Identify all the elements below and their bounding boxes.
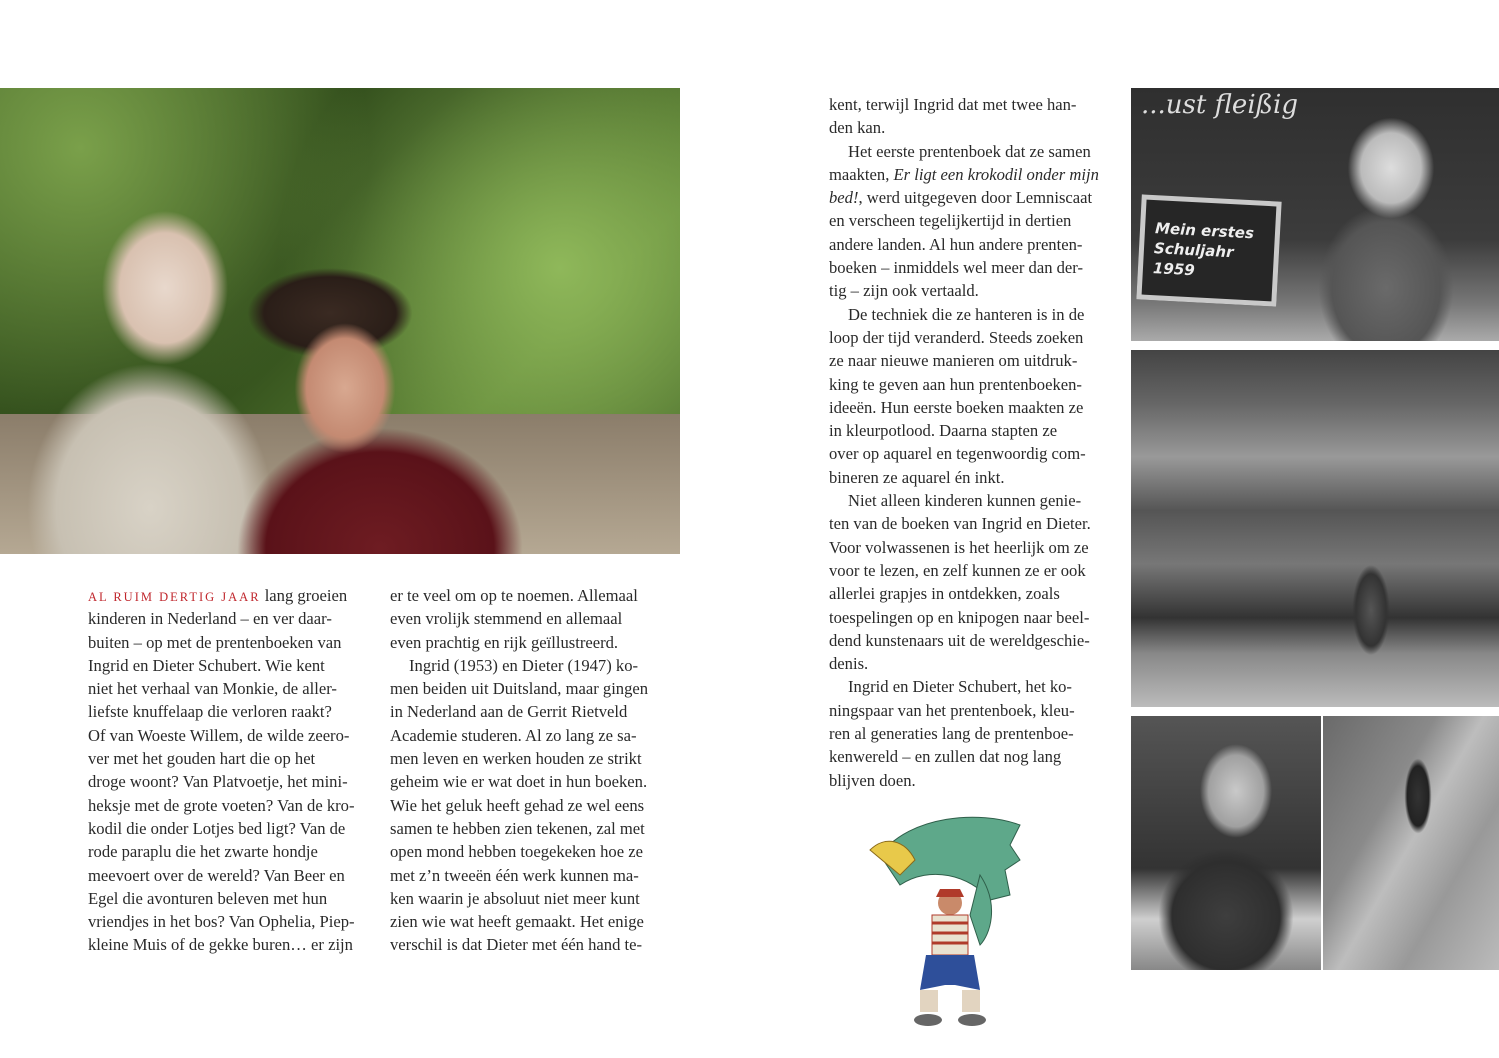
text-line: verschil is dat Dieter met één hand te- bbox=[390, 935, 643, 955]
text-line: ze naar nieuwe manieren om uitdruk- bbox=[829, 351, 1078, 371]
text-column-1 bbox=[88, 584, 355, 957]
text-line: boeken – inmiddels wel meer dan der- bbox=[829, 258, 1084, 278]
book-title-italic: Er ligt een krokodil onder mijn bbox=[893, 164, 1099, 184]
slate-text-line: Schuljahr 1959 bbox=[1152, 239, 1234, 280]
text-segment: maakten, bbox=[829, 164, 894, 184]
text-line: meevoert over de wereld? Van Beer en bbox=[88, 865, 345, 885]
text-line: ideeën. Hun eerste boeken maakten ze bbox=[829, 397, 1084, 417]
text-line: kleine Muis of de gekke buren… er zijn bbox=[88, 935, 353, 955]
photo-girl-first-school-year bbox=[1131, 88, 1499, 341]
text-line: er te veel om op te noemen. Allemaal bbox=[390, 586, 638, 605]
text-line: Ingrid (1953) en Dieter (1947) ko- bbox=[409, 655, 639, 675]
text-line: Of van Woeste Willem, de wilde zeero- bbox=[88, 725, 350, 745]
text-line: kenwereld – en zullen dat nog lang bbox=[829, 747, 1062, 767]
text-line: andere landen. Al hun andere prenten- bbox=[829, 234, 1083, 254]
text-line bbox=[88, 584, 355, 607]
text-line: king te geven aan hun prentenboeken- bbox=[829, 374, 1082, 394]
text-column-3 bbox=[829, 93, 1099, 792]
text-line: open mond hebben toegekeken hoe ze bbox=[390, 842, 643, 862]
text-line: De techniek die ze hanteren is in de bbox=[848, 304, 1085, 324]
text-line: kent, terwijl Ingrid dat met twee han- bbox=[829, 95, 1077, 114]
text-line: ver met het gouden hart die op het bbox=[88, 749, 316, 769]
text-segment: , werd uitgegeven door Lemniscaat bbox=[858, 188, 1093, 208]
text-column-2 bbox=[390, 584, 648, 957]
text-line: ken waarin je absoluut niet meer kunt bbox=[390, 888, 640, 908]
text-line: samen te hebben zien tekenen, zal met bbox=[390, 818, 645, 838]
photo-girl-on-path bbox=[1323, 716, 1499, 970]
text-line: bineren ze aquarel én inkt. bbox=[829, 467, 1005, 487]
text-line: over op aquarel en tegenwoordig com- bbox=[829, 444, 1086, 464]
slate bbox=[1136, 194, 1281, 306]
text-line: Wie het geluk heeft gehad ze wel eens bbox=[390, 795, 645, 815]
text-line: ten van de boeken van Ingrid en Dieter. bbox=[829, 514, 1091, 534]
text-segment: lang groeien bbox=[260, 586, 348, 605]
text-line: buiten – op met de prentenboeken van bbox=[88, 632, 342, 652]
text-line: droge woont? Van Platvoetje, het mini- bbox=[88, 772, 348, 792]
text-line: in kleurpotlood. Daarna stapten ze bbox=[829, 421, 1058, 441]
text-line: allerlei grapjes in ontdekken, zoals bbox=[829, 584, 1060, 604]
illustration-pirate-carrying-fish bbox=[860, 815, 1025, 1030]
text-line: liefste knuffelaap die verloren raakt? bbox=[88, 702, 332, 722]
photo-couple-on-bench bbox=[0, 88, 680, 554]
chalkboard-text: ...ust fleißig bbox=[1141, 90, 1298, 120]
text-line: tig – zijn ook vertaald. bbox=[829, 281, 979, 301]
text-line: heksje met de grote voeten? Van de kro- bbox=[88, 795, 355, 815]
photo-boy-at-desk bbox=[1131, 716, 1321, 970]
text-line: en verscheen tegelijkertijd in dertien bbox=[829, 211, 1072, 231]
text-line: Ingrid en Dieter Schubert, het ko- bbox=[848, 677, 1072, 697]
text-line: niet het verhaal van Monkie, de aller- bbox=[88, 679, 337, 699]
text-line: den kan. bbox=[829, 118, 886, 138]
slate-text-line: Mein erstes bbox=[1154, 219, 1255, 243]
text-line: Egel die avonturen beleven met hun bbox=[88, 888, 328, 908]
text-line: geheim wie er wat doet in hun boeken. bbox=[390, 772, 648, 792]
text-line: even prachtig en rijk geïllustreerd. bbox=[390, 632, 619, 652]
text-line: ren al generaties lang de prentenboe- bbox=[829, 724, 1074, 744]
text-line: Academie studeren. Al zo lang ze sa- bbox=[390, 725, 637, 745]
text-line: kinderen in Nederland – en ver daar- bbox=[88, 609, 332, 629]
text-line: vriendjes in het bos? Van Ophelia, Piep- bbox=[88, 912, 355, 932]
text-line: even vrolijk stemmend en allemaal bbox=[390, 609, 623, 629]
text-line: men beiden uit Duitsland, maar gingen bbox=[390, 679, 649, 699]
text-line: dend kunstenaars uit de wereldgeschie- bbox=[829, 630, 1090, 650]
text-line: kodil die onder Lotjes bed ligt? Van de bbox=[88, 818, 346, 838]
text-line bbox=[829, 163, 1099, 186]
book-title-italic: bed! bbox=[829, 188, 859, 208]
text-line: zien wie wat heeft gemaakt. Het enige bbox=[390, 912, 644, 932]
text-line: voor te lezen, en zelf kunnen ze er ook bbox=[829, 560, 1086, 580]
text-line: ningspaar van het prentenboek, kleu- bbox=[829, 700, 1075, 720]
text-line: men leven en werken houden ze strikt bbox=[390, 749, 642, 769]
text-line: rode paraplu die het zwarte hondje bbox=[88, 842, 318, 862]
photo-boy-by-lake bbox=[1131, 350, 1499, 707]
text-line: Voor volwassenen is het heerlijk om ze bbox=[829, 537, 1089, 557]
text-line: Niet alleen kinderen kunnen genie- bbox=[848, 491, 1082, 511]
text-line: met z’n tweeën één werk kunnen ma- bbox=[390, 865, 639, 885]
text-line: blijven doen. bbox=[829, 770, 916, 790]
text-line: toespelingen op en knipogen naar beel- bbox=[829, 607, 1090, 627]
text-line: Ingrid en Dieter Schubert. Wie kent bbox=[88, 655, 325, 675]
text-line bbox=[829, 186, 1099, 209]
text-line: in Nederland aan de Gerrit Rietveld bbox=[390, 702, 628, 722]
text-line: loop der tijd veranderd. Steeds zoeken bbox=[829, 327, 1084, 347]
text-line: denis. bbox=[829, 654, 869, 674]
text-line: Het eerste prentenboek dat ze samen bbox=[848, 141, 1091, 161]
lead-in-smallcaps: AL RUIM DERTIG JAAR bbox=[88, 590, 261, 604]
